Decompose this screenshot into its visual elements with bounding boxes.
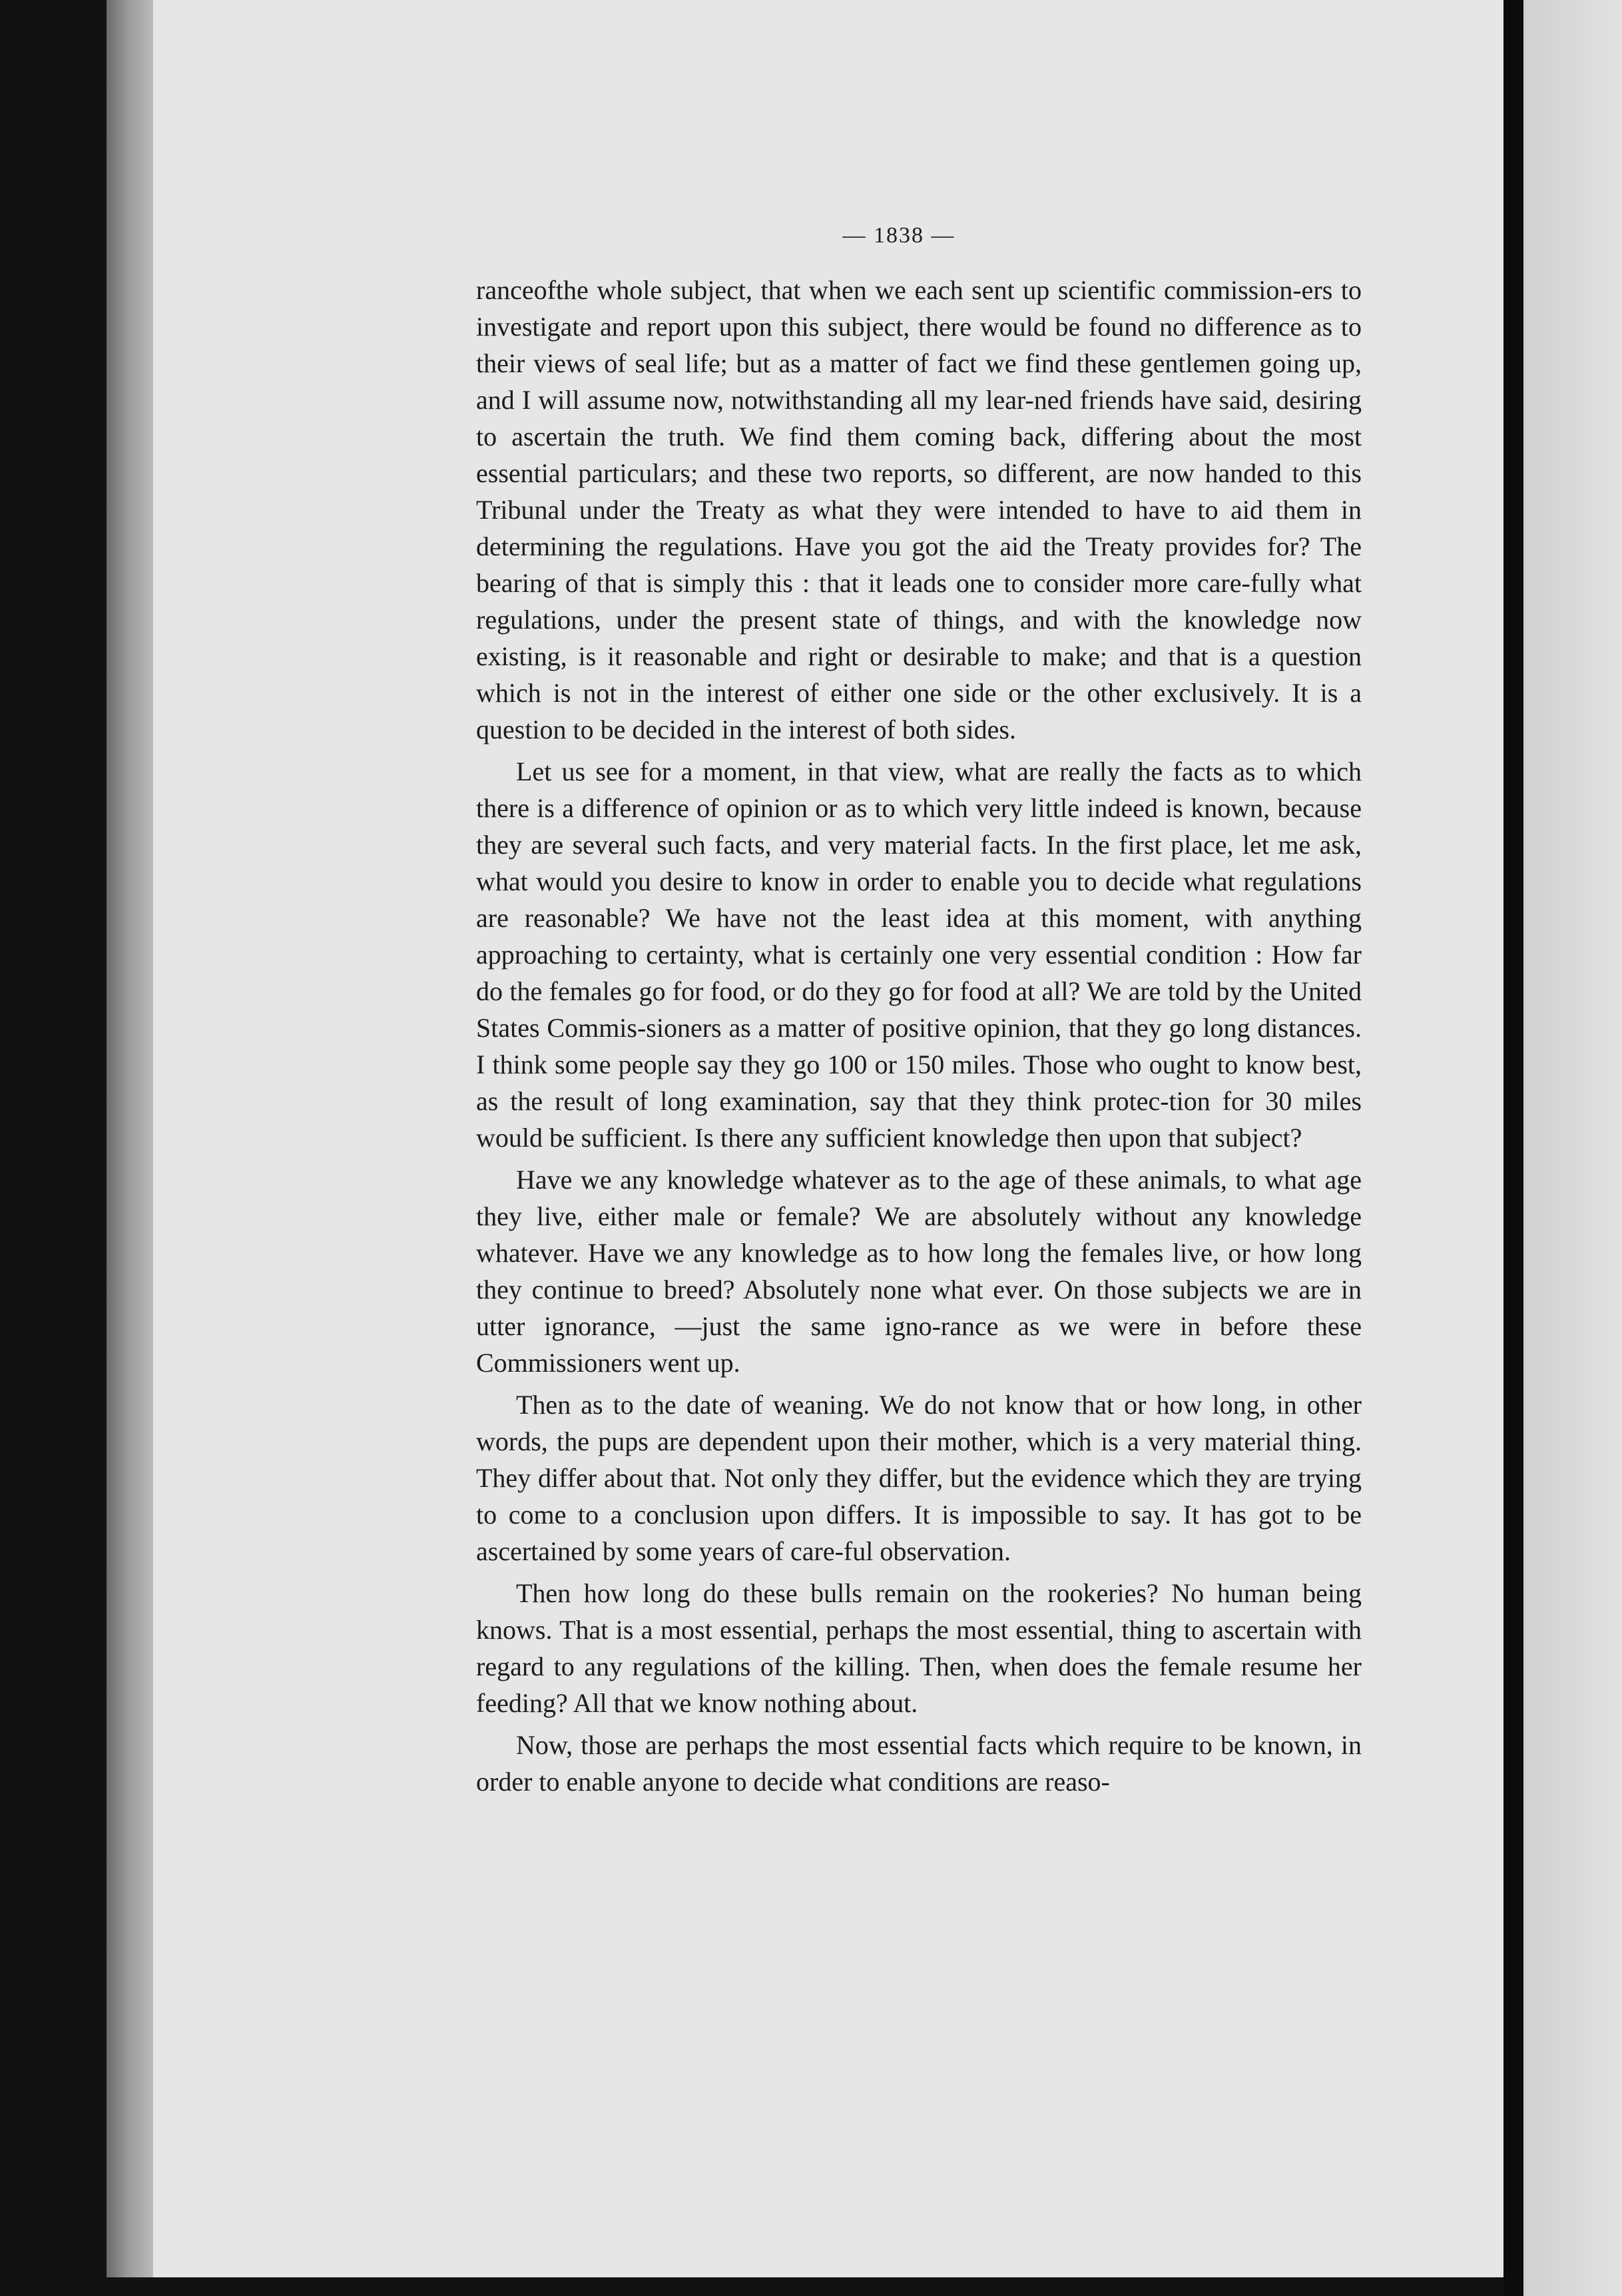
paragraph-4: Then as to the date of weaning. We do not know that or how long, in other words, the pups are dependent upon their mother, which is a very material thing. They differ about that. Not only they differ, but the evidence which they are trying to come to a conclusion upon differs. It is impossible to say. It has got to be ascertained by some years of care-ful observation. <box>476 1390 1362 1566</box>
paragraph-6: Now, those are perhaps the most essential facts which require to be known, in order to enable anyone to decide what conditions are reaso- <box>476 1730 1362 1797</box>
paragraph-3: Have we any knowledge whatever as to the age of these animals, to what age they live, either male or female? We are absolutely without any knowledge whatever. Have we any knowledge as to how long the females live, or how long they continue to breed? Absolutely none what ever. On those subjects we are in utter ignorance, —just the same igno-rance as we were in before these Commissioners went up. <box>476 1165 1362 1378</box>
paragraph-1: ranceofthe whole subject, that when we each sent up scientific commission-ers to investigate and report upon this subject, there would be found no difference as to their views of seal life; but as a matter of fact we find these gentlemen going up, and I will assume now, notwithstanding all my lear-ned friends have said, desiring to ascertain the truth. We find them coming back, differing about the most essential particulars; and these two reports, so different, are now handed to this Tribunal under the Treaty as what they were intended to have to aid them in determining the regulations. Have you got the aid the Treaty provides for? The bearing of that is simply this : that it leads one to consider more care-fully what regulations, under the present state of things, and with the knowledge now existing, is it reasonable and right or desirable to make; and that is a question which is not in the interest of either one side or the other exclusively. It is a question to be decided in the interest of both sides. <box>476 275 1362 744</box>
page-number: — 1838 — <box>842 223 955 248</box>
right-page-edge <box>1523 0 1622 2296</box>
left-page-edge <box>107 0 160 2277</box>
page-text-block <box>476 170 1362 1805</box>
paragraph-2: Let us see for a moment, in that view, what are really the facts as to which there is a difference of opinion or as to which very little indeed is known, because they are several such facts, and very material facts. In the first place, let me ask, what would you desire to know in order to enable you to decide what regulations are reasonable? We have not the least idea at this moment, with anything approaching to certainty, what is certainly one very essential condition : How far do the females go for food, or do they go for food at all? We are told by the United States Commis-sioners as a matter of positive opinion, that they go long distances. I think some people say they go 100 or 150 miles. Those who ought to know best, as the result of long examination, say that they think protec-tion for 30 miles would be sufficient. Is there any sufficient knowledge then upon that subject? <box>476 756 1362 1153</box>
paragraph-5: Then how long do these bulls remain on the rookeries? No human being knows. That is a most essential, perhaps the most essential, thing to ascertain with regard to any regulations of the killing. Then, when does the female resume her feeding? All that we know nothing about. <box>476 1578 1362 1718</box>
right-binding-shadow <box>1503 0 1523 2296</box>
